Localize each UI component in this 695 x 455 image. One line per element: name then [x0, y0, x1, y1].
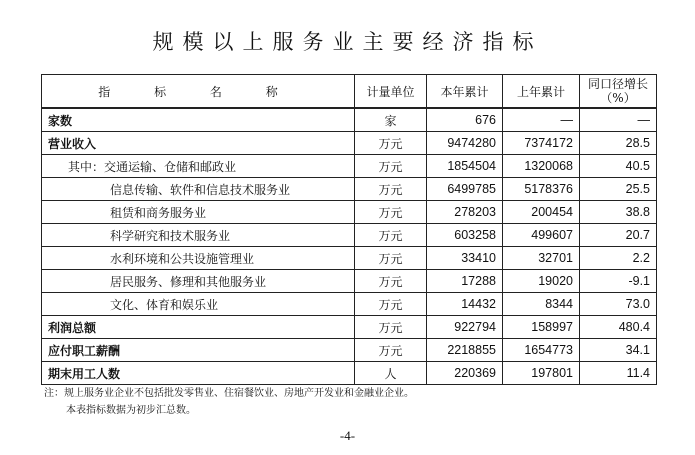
row-name: 家数 — [42, 108, 355, 132]
row-name: 文化、体育和娱乐业 — [42, 293, 355, 316]
row-previous: — — [503, 108, 580, 132]
row-current: 278203 — [427, 201, 503, 224]
row-current: 9474280 — [427, 132, 503, 155]
row-growth: 73.0 — [580, 293, 657, 316]
table-row — [42, 247, 657, 270]
row-growth: 11.4 — [580, 362, 657, 385]
row-growth: 2.2 — [580, 247, 657, 270]
header-current-year: 本年累计 — [427, 75, 503, 109]
row-unit: 万元 — [355, 201, 427, 224]
row-previous: 200454 — [503, 201, 580, 224]
row-current: 1854504 — [427, 155, 503, 178]
row-current: 6499785 — [427, 178, 503, 201]
row-previous: 7374172 — [503, 132, 580, 155]
row-name: 营业收入 — [42, 132, 355, 155]
row-previous: 158997 — [503, 316, 580, 339]
row-current: 33410 — [427, 247, 503, 270]
row-previous: 1320068 — [503, 155, 580, 178]
row-current: 2218855 — [427, 339, 503, 362]
row-unit: 万元 — [355, 270, 427, 293]
row-growth: -9.1 — [580, 270, 657, 293]
row-previous: 197801 — [503, 362, 580, 385]
row-growth: 28.5 — [580, 132, 657, 155]
row-name: 租赁和商务服务业 — [42, 201, 355, 224]
row-previous: 8344 — [503, 293, 580, 316]
table-row — [42, 155, 657, 178]
footnotes — [44, 385, 414, 419]
row-current: 603258 — [427, 224, 503, 247]
header-previous-year: 上年累计 — [503, 75, 580, 109]
row-unit: 万元 — [355, 247, 427, 270]
row-current: 17288 — [427, 270, 503, 293]
row-unit: 万元 — [355, 178, 427, 201]
row-name: 科学研究和技术服务业 — [42, 224, 355, 247]
table-row — [42, 339, 657, 362]
table-row — [42, 224, 657, 247]
table-row — [42, 108, 657, 132]
row-growth: — — [580, 108, 657, 132]
row-previous: 5178376 — [503, 178, 580, 201]
row-previous: 19020 — [503, 270, 580, 293]
indicators-table — [41, 74, 657, 385]
table-row — [42, 270, 657, 293]
header-growth-line2: （%） — [600, 91, 636, 105]
row-name: 其中：交通运输、仓储和邮政业 — [42, 155, 355, 178]
table-header-row — [42, 75, 657, 109]
row-unit: 人 — [355, 362, 427, 385]
row-unit: 家 — [355, 108, 427, 132]
table-row — [42, 316, 657, 339]
row-name: 居民服务、修理和其他服务业 — [42, 270, 355, 293]
row-name: 信息传输、软件和信息技术服务业 — [42, 178, 355, 201]
row-unit: 万元 — [355, 224, 427, 247]
row-unit: 万元 — [355, 339, 427, 362]
row-growth: 480.4 — [580, 316, 657, 339]
row-growth: 38.8 — [580, 201, 657, 224]
row-previous: 1654773 — [503, 339, 580, 362]
row-name: 期末用工人数 — [42, 362, 355, 385]
row-growth: 40.5 — [580, 155, 657, 178]
row-growth: 25.5 — [580, 178, 657, 201]
table-row — [42, 201, 657, 224]
row-previous: 32701 — [503, 247, 580, 270]
row-unit: 万元 — [355, 132, 427, 155]
row-growth: 20.7 — [580, 224, 657, 247]
row-name: 水利环境和公共设施管理业 — [42, 247, 355, 270]
header-growth-line1: 同口径增长 — [587, 77, 648, 91]
row-unit: 万元 — [355, 155, 427, 178]
row-current: 676 — [427, 108, 503, 132]
row-name: 利润总额 — [42, 316, 355, 339]
row-current: 922794 — [427, 316, 503, 339]
table-row — [42, 132, 657, 155]
table-row — [42, 178, 657, 201]
row-current: 220369 — [427, 362, 503, 385]
header-indicator-name: 指 标 名 称 — [42, 75, 355, 109]
row-unit: 万元 — [355, 293, 427, 316]
row-current: 14432 — [427, 293, 503, 316]
header-growth — [580, 75, 657, 109]
row-growth: 34.1 — [580, 339, 657, 362]
page-number: -4- — [339, 428, 356, 443]
row-unit: 万元 — [355, 316, 427, 339]
table-row — [42, 362, 657, 385]
header-unit: 计量单位 — [355, 75, 427, 109]
page-title: 规模以上服务业主要经济指标 — [152, 30, 543, 54]
row-name: 应付职工薪酬 — [42, 339, 355, 362]
table-row — [42, 293, 657, 316]
footnote-line-2: 本表指标数据为初步汇总数。 — [66, 405, 196, 416]
footnote-line-1: 注：规上服务业企业不包括批发零售业、住宿餐饮业、房地产开发业和金融业企业。 — [44, 388, 414, 399]
row-previous: 499607 — [503, 224, 580, 247]
